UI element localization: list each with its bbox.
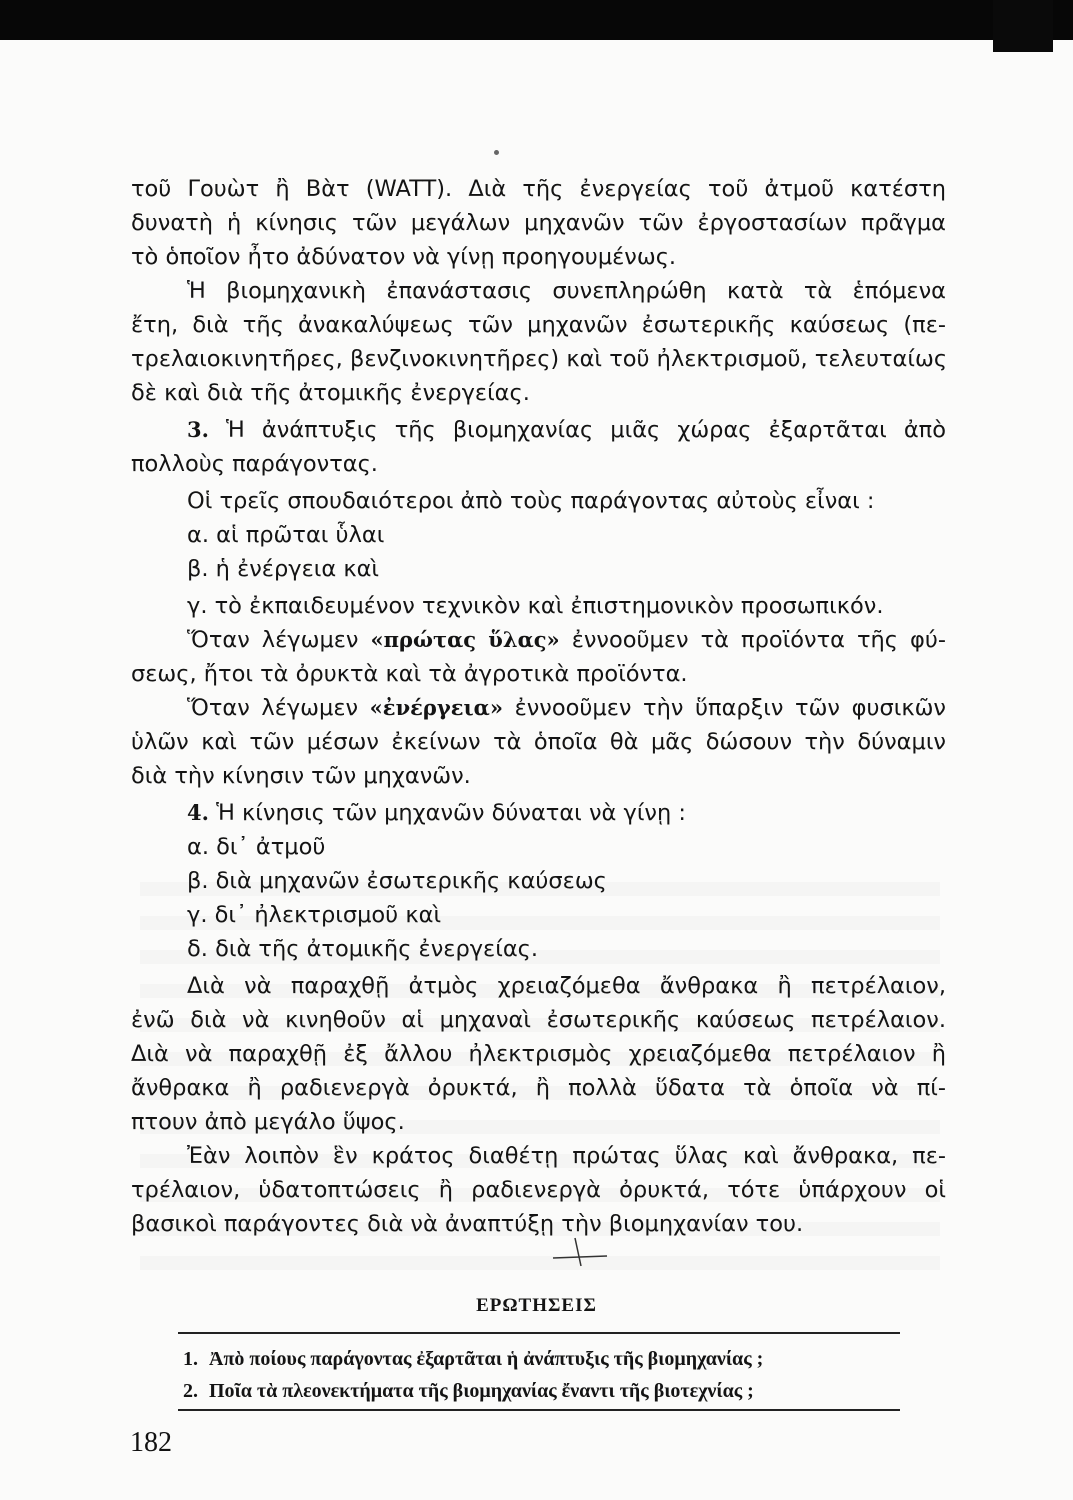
body-text — [131, 172, 946, 1241]
text-line: Οἱ τρεῖς σπουδαιότεροι ἀπὸ τοὺς παράγοντας αὐτοὺς εἶναι : — [187, 488, 875, 514]
text-line: δυνατὴ ἡ κίνησις τῶν μεγάλων μηχανῶν τῶν ἐργοστασίων πρᾶγμα — [131, 210, 946, 236]
text-line: τοῦ Γουὼτ ἢ Βὰτ (WATT). Διὰ τῆς ἐνεργείας τοῦ ἀτμοῦ κατέστη — [131, 176, 946, 202]
section-4-heading — [131, 796, 946, 830]
text-span: Ὅταν λέγωμεν — [187, 695, 359, 721]
text-span: Ὅταν λέγωμεν — [187, 627, 359, 653]
text-line: Ἐὰν λοιπὸν ἓν κράτος διαθέτῃ πρώτας ὕλας καὶ ἄνθρακα, πε- — [187, 1143, 946, 1169]
questions-title: ΕΡΩΤΗΣΕΙΣ — [476, 1295, 597, 1316]
text-line: τρέλαιον, ὑδατοπτώσεις ἢ ραδιενεργὰ ὀρυκτά, τότε ὑπάρχουν οἱ — [131, 1177, 946, 1203]
text-line: ὑλῶν καὶ τῶν μέσων ἐκείνων τὰ ὁποῖα θὰ μᾶς δώσουν τὴν δύναμιν — [131, 729, 946, 755]
question-item — [183, 1375, 903, 1407]
text-line: Διὰ νὰ παραχθῇ ἐξ ἄλλου ἠλεκτρισμὸς χρειαζόμεθα πετρέλαιον ἢ — [131, 1041, 946, 1067]
text-line — [131, 691, 946, 725]
text-line: Διὰ νὰ παραχθῇ ἀτμὸς χρειαζόμεθα ἄνθρακα ἢ πετρέλαιον, — [187, 973, 946, 999]
list-item: β. διὰ μηχανῶν ἐσωτερικῆς καύσεως — [187, 868, 607, 894]
section-number: 3. — [187, 417, 209, 442]
questions-list — [183, 1343, 903, 1407]
text-span: ἐννοοῦμεν τὴν ὕπαρξιν τῶν φυσικῶν — [514, 695, 947, 721]
list-item: α. αἱ πρῶται ὗλαι — [187, 522, 385, 548]
pen-mark — [545, 1232, 615, 1272]
text-line: βασικοὶ παράγοντες διὰ νὰ ἀναπτύξῃ τὴν βιομηχανίαν του. — [131, 1211, 804, 1237]
list-item: γ. δι᾽ ἠλεκτρισμοῦ καὶ — [187, 902, 442, 928]
text-line: πτουν ἀπὸ μεγάλο ὕψος. — [131, 1109, 405, 1135]
list-item: γ. τὸ ἐκπαιδευμένον τεχνικὸν καὶ ἐπιστημονικὸν προσωπικόν. — [187, 593, 884, 619]
bold-term: «πρώτας ὕλας» — [370, 627, 560, 652]
text-line: ἐνῶ διὰ νὰ κινηθοῦν αἱ μηχαναὶ ἐσωτερικῆς καύσεως πετρέλαιον. — [131, 1007, 946, 1033]
divider-top — [178, 1332, 900, 1334]
text-line — [131, 623, 946, 657]
text-span: Ἡ κίνησις τῶν μηχανῶν δύναται νὰ γίνῃ : — [216, 800, 686, 826]
text-line: πολλοὺς παράγοντας. — [131, 451, 378, 477]
text-span: ἐννοοῦμεν τὰ προϊόντα τῆς φύ- — [571, 627, 947, 653]
section-number: 4. — [187, 800, 209, 825]
list-item: δ. διὰ τῆς ἀτομικῆς ἐνεργείας. — [187, 936, 539, 962]
scan-speck — [494, 150, 499, 155]
text-line: τρελαιοκινητῆρες, βενζινοκινητῆρες) καὶ τοῦ ἠλεκτρισμοῦ, τελευταίως — [131, 346, 948, 372]
text-line: ἔτη, διὰ τῆς ἀνακαλύψεως τῶν μηχανῶν ἐσωτερικῆς καύσεως (πε- — [131, 312, 946, 338]
question-item — [183, 1343, 903, 1375]
text-line: διὰ τὴν κίνησιν τῶν μηχανῶν. — [131, 763, 471, 789]
bold-term: «ἐνέργεια» — [369, 695, 503, 720]
divider-bottom — [178, 1409, 900, 1411]
text-line: σεως, ἤτοι τὰ ὀρυκτὰ καὶ τὰ ἀγροτικὰ προϊόντα. — [131, 661, 688, 687]
page-number: 182 — [130, 1427, 172, 1458]
list-item: β. ἡ ἐνέργεια καὶ — [187, 556, 380, 582]
question-number: 1. — [183, 1348, 198, 1370]
list-item: α. δι᾽ ἀτμοῦ — [187, 834, 326, 860]
text-line: Ἡ βιομηχανικὴ ἐπανάστασις συνεπληρώθη κατὰ τὰ ἑπόμενα — [187, 278, 946, 304]
question-number: 2. — [183, 1380, 198, 1402]
text-span: Ἡ ἀνάπτυξις τῆς βιομηχανίας μιᾶς χώρας ἐξαρτᾶται ἀπὸ — [226, 417, 946, 443]
scan-edge-shadow — [0, 0, 1073, 40]
section-3-heading — [131, 413, 946, 447]
text-line: τὸ ὁποῖον ἦτο ἀδύνατον νὰ γίνῃ προηγουμένως. — [131, 244, 677, 270]
text-line: δὲ καὶ διὰ τῆς ἀτομικῆς ἐνεργείας. — [131, 380, 530, 406]
question-text: Ποῖα τὰ πλεονεκτήματα τῆς βιομηχανίας ἔναντι τῆς βιοτεχνίας ; — [209, 1380, 754, 1402]
text-line: ἄνθρακα ἢ ραδιενεργὰ ὀρυκτά, ἢ πολλὰ ὕδατα τὰ ὁποῖα νὰ πί- — [131, 1075, 946, 1101]
question-text: Ἀπὸ ποίους παράγοντας ἐξαρτᾶται ἡ ἀνάπτυξις τῆς βιομηχανίας ; — [209, 1348, 764, 1370]
